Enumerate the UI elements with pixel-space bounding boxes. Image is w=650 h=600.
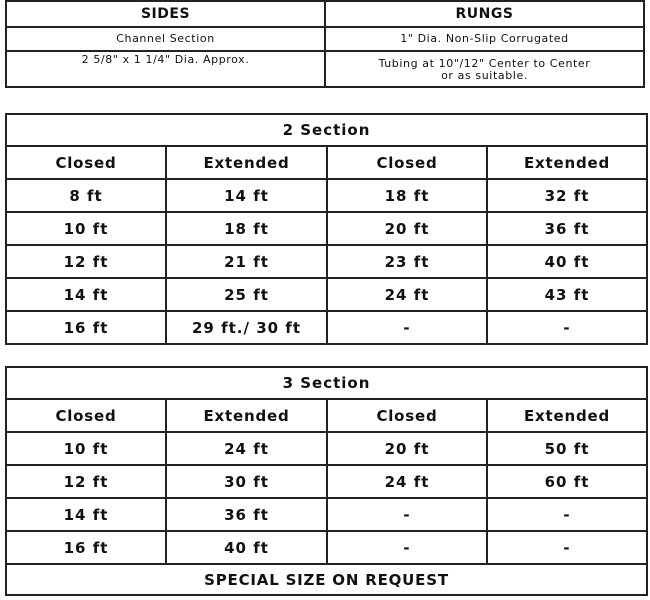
table-cell: 40 ft (166, 531, 327, 564)
column-header-extended: Extended (166, 399, 327, 432)
table-cell: 21 ft (166, 245, 327, 278)
table-cell: 18 ft (166, 212, 327, 245)
table-cell: - (327, 498, 487, 531)
rungs-header: RUNGS (325, 1, 644, 27)
column-header-closed: Closed (327, 146, 487, 179)
table-cell: - (487, 531, 647, 564)
three-section-table (5, 366, 648, 596)
table-cell: - (327, 311, 487, 344)
table-row (6, 465, 647, 498)
rungs-tubing: Tubing at 10"/12" Center to Center or as suitable. (325, 51, 644, 87)
table-cell: 36 ft (487, 212, 647, 245)
table-row (6, 245, 647, 278)
table-row (6, 498, 647, 531)
table-cell: 14 ft (6, 498, 166, 531)
table-cell: 12 ft (6, 465, 166, 498)
two-section-title: 2 Section (6, 114, 647, 146)
sides-dimensions: 2 5/8" x 1 1/4" Dia. Approx. (6, 51, 325, 87)
table-row (6, 179, 647, 212)
table-cell: 14 ft (6, 278, 166, 311)
table-cell: - (487, 311, 647, 344)
table-row (6, 212, 647, 245)
table-cell: 10 ft (6, 432, 166, 465)
table-cell: 20 ft (327, 432, 487, 465)
table-cell: 36 ft (166, 498, 327, 531)
table-row (6, 531, 647, 564)
table-cell: 20 ft (327, 212, 487, 245)
table-cell: 10 ft (6, 212, 166, 245)
table-cell: 60 ft (487, 465, 647, 498)
table-cell: - (487, 498, 647, 531)
sides-channel: Channel Section (6, 27, 325, 51)
table-cell: 43 ft (487, 278, 647, 311)
sides-header: SIDES (6, 1, 325, 27)
table-cell: 14 ft (166, 179, 327, 212)
table-cell: 25 ft (166, 278, 327, 311)
table-cell: 16 ft (6, 531, 166, 564)
table-cell: 29 ft./ 30 ft (166, 311, 327, 344)
table-row (6, 432, 647, 465)
three-section-title: 3 Section (6, 367, 647, 399)
table-cell: 40 ft (487, 245, 647, 278)
table-row (6, 311, 647, 344)
table-cell: - (327, 531, 487, 564)
column-header-closed: Closed (327, 399, 487, 432)
table-cell: 8 ft (6, 179, 166, 212)
column-header-extended: Extended (166, 146, 327, 179)
table-cell: 24 ft (327, 278, 487, 311)
specs-table (5, 0, 645, 88)
table-cell: 23 ft (327, 245, 487, 278)
rungs-diameter: 1" Dia. Non-Slip Corrugated (325, 27, 644, 51)
table-cell: 50 ft (487, 432, 647, 465)
table-row (6, 278, 647, 311)
table-cell: 30 ft (166, 465, 327, 498)
table-cell: 16 ft (6, 311, 166, 344)
table-cell: 24 ft (327, 465, 487, 498)
two-section-table (5, 113, 648, 345)
table-cell: 32 ft (487, 179, 647, 212)
column-header-extended: Extended (487, 399, 647, 432)
column-header-closed: Closed (6, 399, 166, 432)
table-cell: 12 ft (6, 245, 166, 278)
table-cell: 24 ft (166, 432, 327, 465)
column-header-extended: Extended (487, 146, 647, 179)
special-size-note: SPECIAL SIZE ON REQUEST (6, 564, 647, 595)
table-cell: 18 ft (327, 179, 487, 212)
column-header-closed: Closed (6, 146, 166, 179)
